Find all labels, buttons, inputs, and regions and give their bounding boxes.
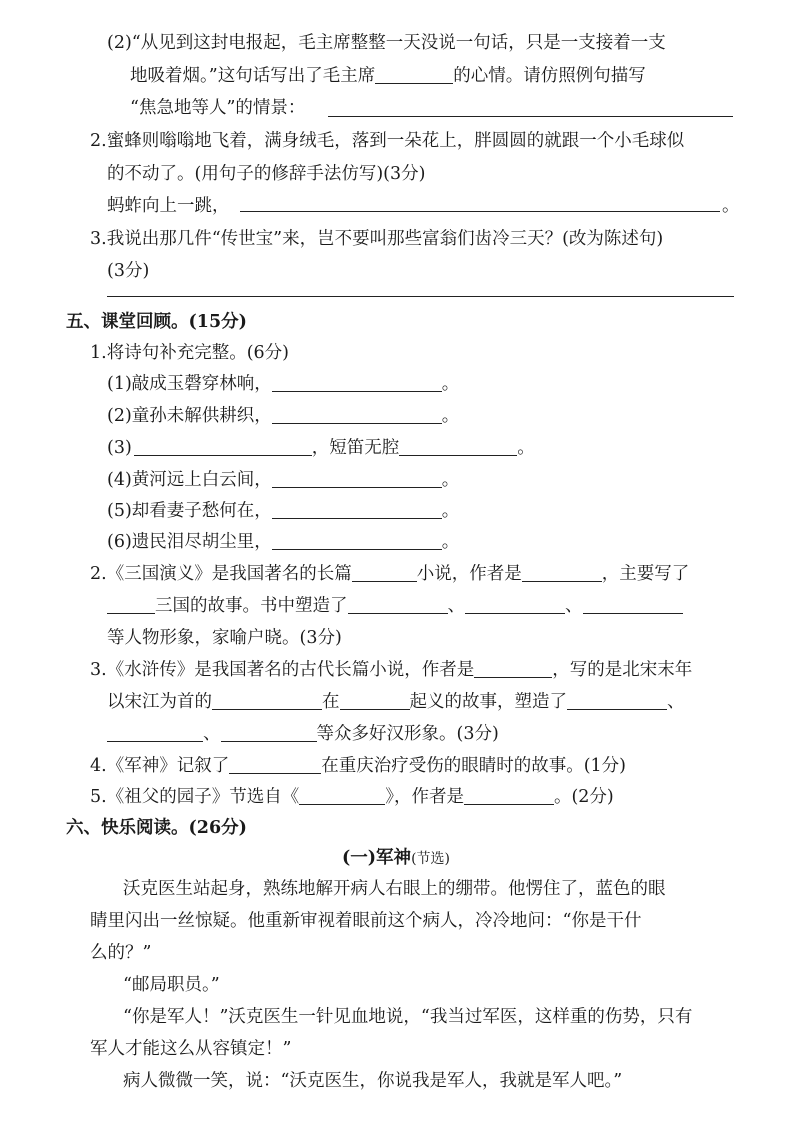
q4-s3-line2: (3分) — [107, 261, 150, 281]
answer-blank[interactable] — [107, 723, 203, 742]
q4-s2-line2: 的不动了。(用句子的修辞手法仿写)(3分) — [107, 164, 426, 184]
answer-blank[interactable] — [272, 405, 442, 424]
s5-q2-line2: 三国的故事。书中塑造了 、 、 — [107, 594, 683, 618]
q4-2-line2: 地吸着烟。”这句话写出了毛主席 的心情。请仿照例句描写 — [130, 66, 646, 86]
poem-line-3: (3) ，短笛无腔 。 — [107, 438, 535, 458]
poem-line-6: (6)遗民泪尽胡尘里， 。 — [107, 532, 460, 552]
section-6-title: 六、快乐阅读。(26分) — [66, 818, 247, 838]
s5-q1: 1.将诗句补充完整。(6分) — [90, 343, 289, 363]
answer-blank[interactable] — [375, 65, 453, 84]
passage-para3-line2: 军人才能这么从容镇定！” — [90, 1039, 292, 1059]
answer-blank[interactable] — [229, 755, 321, 774]
answer-blank[interactable] — [340, 691, 410, 710]
poem-line-5: (5)却看妻子愁何在， 。 — [107, 501, 460, 521]
s5-q2-line3: 等人物形象，家喻户晓。(3分) — [107, 628, 342, 648]
s5-q2-line1: 2.《三国演义》是我国著名的长篇 小说，作者是 ，主要写了 — [90, 564, 690, 584]
q4-s2-line1: 2.蜜蜂则嗡嗡地飞着，满身绒毛，落到一朵花上，胖圆圆的就跟一个小毛球似 — [90, 131, 685, 151]
section-5-title: 五、课堂回顾。(15分) — [66, 312, 247, 332]
answer-blank[interactable] — [299, 786, 385, 805]
poem-line-2: (2)童孙未解供耕织， 。 — [107, 406, 460, 426]
answer-blank[interactable] — [107, 595, 155, 614]
answer-blank[interactable] — [272, 531, 442, 550]
answer-blank[interactable] — [221, 723, 317, 742]
answer-blank[interactable] — [522, 563, 602, 582]
answer-blank[interactable] — [399, 437, 517, 456]
passage-para1-line3: 么的？” — [90, 943, 152, 963]
passage-para1-line2: 睛里闪出一丝惊疑。他重新审视着眼前这个病人，冷冷地问：“你是干什 — [90, 911, 642, 931]
answer-blank[interactable] — [464, 786, 554, 805]
answer-line[interactable] — [107, 296, 734, 297]
s5-q4: 4.《军神》记叙了 在重庆治疗受伤的眼睛时的故事。(1分) — [90, 756, 626, 776]
q4-s2-end: 。 — [722, 196, 740, 216]
answer-blank[interactable] — [567, 691, 667, 710]
passage-para3-line1: “你是军人！”沃克医生一针见血地说，“我当过军医，这样重的伤势，只有 — [123, 1007, 693, 1027]
passage-para2: “邮局职员。” — [123, 975, 220, 995]
answer-line[interactable] — [240, 211, 720, 212]
answer-blank[interactable] — [272, 500, 442, 519]
answer-blank[interactable] — [348, 595, 448, 614]
answer-blank[interactable] — [352, 563, 417, 582]
s5-q3-line3: 、 等众多好汉形象。(3分) — [107, 722, 499, 746]
passage-title: (一)军神(节选) — [342, 848, 450, 868]
answer-blank[interactable] — [272, 373, 442, 392]
s5-q5: 5.《祖父的园子》节选自《 》，作者是 。(2分) — [90, 787, 614, 807]
answer-blank[interactable] — [583, 595, 683, 614]
passage-para4: 病人微微一笑，说：“沃克医生，你说我是军人，我就是军人吧。” — [123, 1071, 623, 1091]
q4-s3-line1: 3.我说出那几件“传世宝”来，岂不要叫那些富翁们齿冷三天？(改为陈述句) — [90, 229, 664, 249]
q4-2-line3: “焦急地等人”的情景： — [130, 98, 306, 118]
answer-blank[interactable] — [212, 691, 322, 710]
s5-q3-line1: 3.《水浒传》是我国著名的古代长篇小说，作者是 ，写的是北宋末年 — [90, 660, 693, 680]
q4-2-line1: (2)“从见到这封电报起，毛主席整整一天没说一句话，只是一支接着一支 — [107, 33, 666, 53]
passage-para1-line1: 沃克医生站起身，熟练地解开病人右眼上的绷带。他愣住了，蓝色的眼 — [123, 879, 666, 899]
answer-blank[interactable] — [474, 659, 552, 678]
answer-line[interactable] — [328, 116, 733, 117]
q4-s2-line3: 蚂蚱向上一跳， — [107, 196, 230, 216]
answer-blank[interactable] — [272, 469, 442, 488]
answer-blank[interactable] — [465, 595, 565, 614]
poem-line-4: (4)黄河远上白云间， 。 — [107, 470, 460, 490]
poem-line-1: (1)敲成玉磬穿林响， 。 — [107, 374, 460, 394]
s5-q3-line2: 以宋江为首的 在 起义的故事，塑造了 、 — [107, 692, 685, 712]
answer-blank[interactable] — [134, 437, 312, 456]
